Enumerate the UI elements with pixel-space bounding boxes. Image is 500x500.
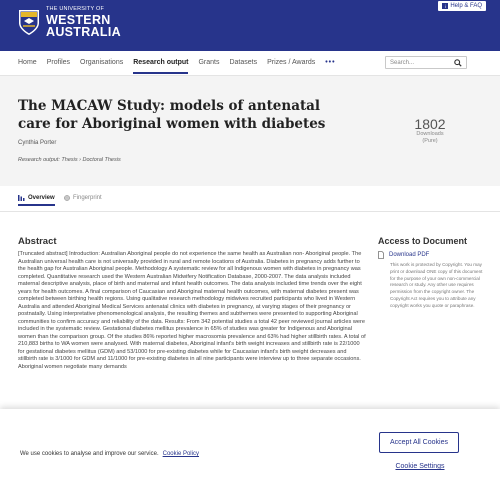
nav-item-organisations[interactable]: Organisations: [80, 59, 124, 66]
nav-item-prizes-awards[interactable]: Prizes / Awards: [267, 59, 316, 66]
output-type: Research output: Thesis › Doctoral Thesis: [18, 157, 121, 163]
abstract-text: [Truncated abstract] Introduction: Australian Aboriginal people do not experience the same health as Australian non- Aboriginal people. The Australian universal health care is not universally provided in rural and remote locations of Australia. Diabetes in pregnancy adds further to the health gap for Australian Aboriginal people. Methodology A systematic review for all Indigenous women with diabetes in pregnancy was completed. Quantitative research used the Western Australian Midwifery Notification Database, 2000-2007. The data analysis included maternal descriptive analysis, place of birth and maternal and infant health outcomes. The data analysis included time trends over the eight years for health outcomes. A final comparison of Caucasian and Aboriginal maternal health outcomes, with maternal diabetes present was completed between birthing health regions. Using qualitative research methodology midwives recruited participants who lived in Western Australia and attended Aboriginal Medical Services antenatal clinics with diabetes in pregnancy, at varying stages of their pregnancy or postnatally. Using interpretative phenomenological analysis, the resulting themes and subthemes were presented to supporting Aboriginal communities to confirm accuracy and reliability of the data. Results: From 342 potential studies a total 42 peer reviewed journal articles were included in the systematic review. Gestational diabetes mellitus prevalence in 65% of studies was greater for Indigenous and Aboriginal women than the comparison group. Of the studies 86% reported higher macrosomia prevalence and 63% had higher stillbirth rates. A total of 210,883 births to WA women were analysed. With maternal diabetes, Aboriginal infant's birth weight increases and stillbirth rate is 22/1000 for gestational diabetes mellitus (GDM) and 53/1000 for pre-existing diabetes while for Caucasian infant's birth weight decreases and stillbirth rate is 3/1000 for GDM and 11/1000 for pre-existing diabetes in all nine participants were interview up to three separate occasions. Aboriginal women negotiate many demands: [18, 251, 366, 370]
crest-icon: [18, 9, 40, 36]
nav-more-button[interactable]: •••: [325, 59, 336, 66]
download-count: 1802: [414, 116, 446, 132]
university-logo[interactable]: [18, 7, 121, 38]
logo-big-text-1: WESTERN: [46, 12, 111, 27]
cookie-message: [20, 451, 199, 457]
pdf-file-icon: [378, 251, 384, 259]
accept-all-cookies-button[interactable]: Accept All Cookies: [379, 432, 459, 453]
download-pdf-label: Download PDF: [389, 252, 430, 258]
cookie-policy-link[interactable]: Cookie Policy: [162, 451, 199, 457]
download-label: Downloads: [416, 131, 444, 137]
nav-item-research-output[interactable]: Research output: [133, 59, 188, 74]
copyright-note: This work is protected by Copyright. You may print or download ONE copy of this document for the purpose of your own non-commercial research or study. Any other use requires permission from the copyright owner. The Copyright Act requires you to attribute any copyright works you quote or paraphrase.: [390, 262, 483, 308]
tab-fingerprint-label: Fingerprint: [73, 195, 102, 201]
pure-label: (Pure): [422, 138, 438, 144]
page-title: The MACAW Study: models of antenatal care for Aboriginal women with diabetes: [18, 98, 326, 132]
download-pdf-link[interactable]: [378, 251, 429, 259]
search-placeholder: Search...: [390, 60, 415, 66]
site-header: [0, 0, 500, 51]
nav-item-grants[interactable]: Grants: [198, 59, 220, 66]
tab-overview[interactable]: [18, 195, 55, 201]
download-count-label: [380, 131, 480, 145]
access-heading: Access to Document: [378, 236, 468, 246]
help-faq-button[interactable]: [438, 1, 486, 11]
nav-item-home[interactable]: Home: [18, 59, 37, 66]
content-tabs: [0, 186, 500, 212]
search-icon[interactable]: [454, 59, 462, 67]
abstract-heading: Abstract: [18, 236, 57, 247]
help-faq-label: Help & FAQ: [450, 3, 482, 9]
overview-icon: [18, 195, 25, 201]
cookie-settings-link[interactable]: Cookie Settings: [395, 463, 445, 470]
fingerprint-icon: [64, 195, 70, 201]
logo-small-text: THE UNIVERSITY OF: [46, 6, 104, 12]
tab-fingerprint[interactable]: [64, 195, 102, 201]
logo-big-text-2: AUSTRALIA: [46, 24, 121, 39]
info-icon: i: [442, 3, 448, 9]
nav-item-profiles[interactable]: Profiles: [46, 59, 71, 66]
nav-item-datasets[interactable]: Datasets: [229, 59, 258, 66]
author-name[interactable]: Cynthia Porter: [18, 140, 57, 146]
search-input[interactable]: [385, 56, 467, 69]
cookie-text: We use cookies to analyse and improve our service.: [20, 451, 159, 457]
tab-overview-label: Overview: [28, 195, 55, 201]
